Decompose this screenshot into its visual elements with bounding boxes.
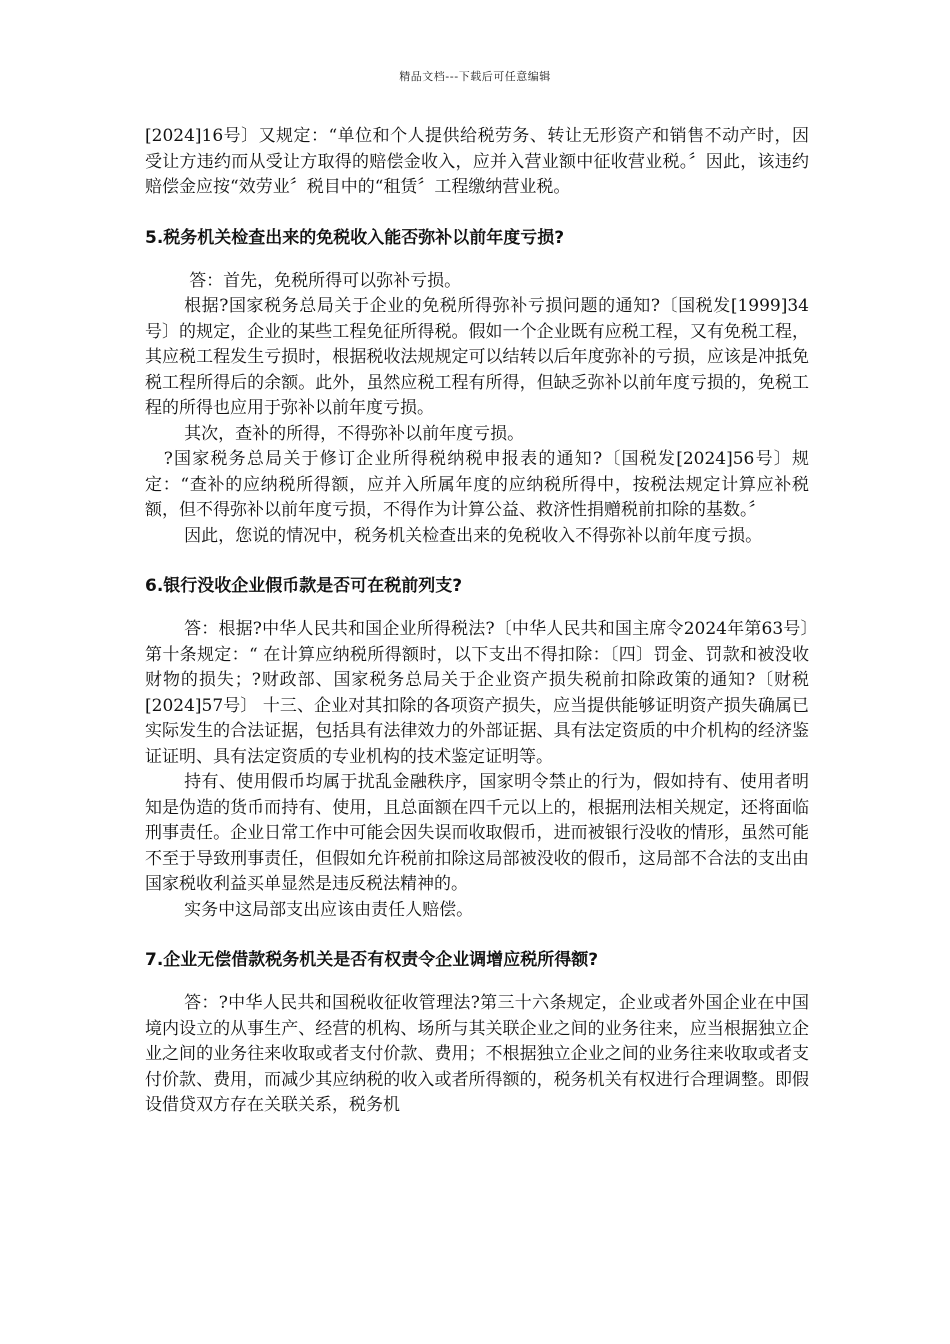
paragraph: 根据?国家税务总局关于企业的免税所得弥补亏损问题的通知?〔国税发[1999]34号〕的规定，企业的某些工程免征所得税。假如一个企业既有应税工程，又有免税工程，其应税工程发生亏损时，根据税收法规规定可以结转以后年度弥补的亏损，应该是冲抵免税工程所得后的余额。此外，虽然应税工程有所得，但缺乏弥补以前年度亏损的，免税工程的所得也应用于弥补以前年度亏损。 — [145, 296, 809, 418]
section-heading-5: 5.税务机关检查出来的免税收入能否弥补以前年度亏损? — [145, 227, 565, 248]
paragraph: ?国家税务总局关于修订企业所得税纳税申报表的通知?〔国税发[2024]56号〕规定：“查补的应纳税所得额，应并入所属年度的应纳税所得中，按税法规定计算应补税额，但不得弥补以前年度亏损，不得作为计算公益、救济性捐赠税前扣除的基数。〞 — [145, 449, 809, 520]
section-heading-7: 7.企业无偿借款税务机关是否有权责令企业调增应税所得额? — [145, 950, 599, 970]
paragraph: 持有、使用假币均属于扰乱金融秩序，国家明令禁止的行为，假如持有、使用者明知是伪造的货币而持有、使用，且总面额在四千元以上的，根据刑法相关规定，还将面临刑事责任。企业日常工作中可能会因失误而收取假币，进而被银行没收的情形，虽然可能不至于导致刑事责任，但假如允许税前扣除这局部被没收的假币，这局部不合法的支出由国家税收利益买单显然是违反税法精神的。 — [145, 772, 809, 894]
paragraph: 因此，您说的情况中，税务机关检查出来的免税收入不得弥补以前年度亏损。 — [184, 525, 763, 546]
paragraph: 其次，查补的所得，不得弥补以前年度亏损。 — [184, 423, 525, 444]
paragraph: [2024]16号〕又规定：“单位和个人提供给税劳务、转让无形资产和销售不动产时，因受让方违约而从受让方取得的赔偿金收入，应并入营业额中征收营业税。〞因此，该违约赔偿金应按“效劳业〞税目中的“租赁〞工程缴纳营业税。 — [145, 126, 809, 197]
paragraph: 答：?中华人民共和国税收征收管理法?第三十六条规定，企业或者外国企业在中国境内设立的从事生产、经营的机构、场所与其关联企业之间的业务往来，应当根据独立企业之间的业务往来收取或者支付价款、费用；不根据独立企业之间的业务往来收取或者支付价款、费用，而减少其应纳税的收入或者所得额的，税务机关有权进行合理调整。即假设借贷双方存在关联关系，税务机 — [145, 993, 809, 1115]
section-heading-6: 6.银行没收企业假币款是否可在税前列支? — [145, 576, 463, 596]
page-header: 精品文档---下载后可任意编辑 — [399, 70, 551, 83]
document-body — [145, 124, 809, 1119]
paragraph: 实务中这局部支出应该由责任人赔偿。 — [184, 899, 474, 920]
paragraph: 答：首先，免税所得可以弥补亏损。 — [189, 270, 462, 291]
paragraph: 答：根据?中华人民共和国企业所得税法?〔中华人民共和国主席令2024年第63号〕第十条规定：“ 在计算应纳税所得额时，以下支出不得扣除：〔四〕罚金、罚款和被没收财物的损失；?财政部、国家税务总局关于企业资产损失税前扣除政策的通知?〔财税[2024]57号〕 十三、企业对其扣除的各项资产损失，应当提供能够证明资产损失确属已实际发生的合法证据，包括具有法律效力的外部证据、具有法定资质的中介机构的经济鉴证证明、具有法定资质的专业机构的技术鉴定证明等。 — [145, 619, 809, 767]
